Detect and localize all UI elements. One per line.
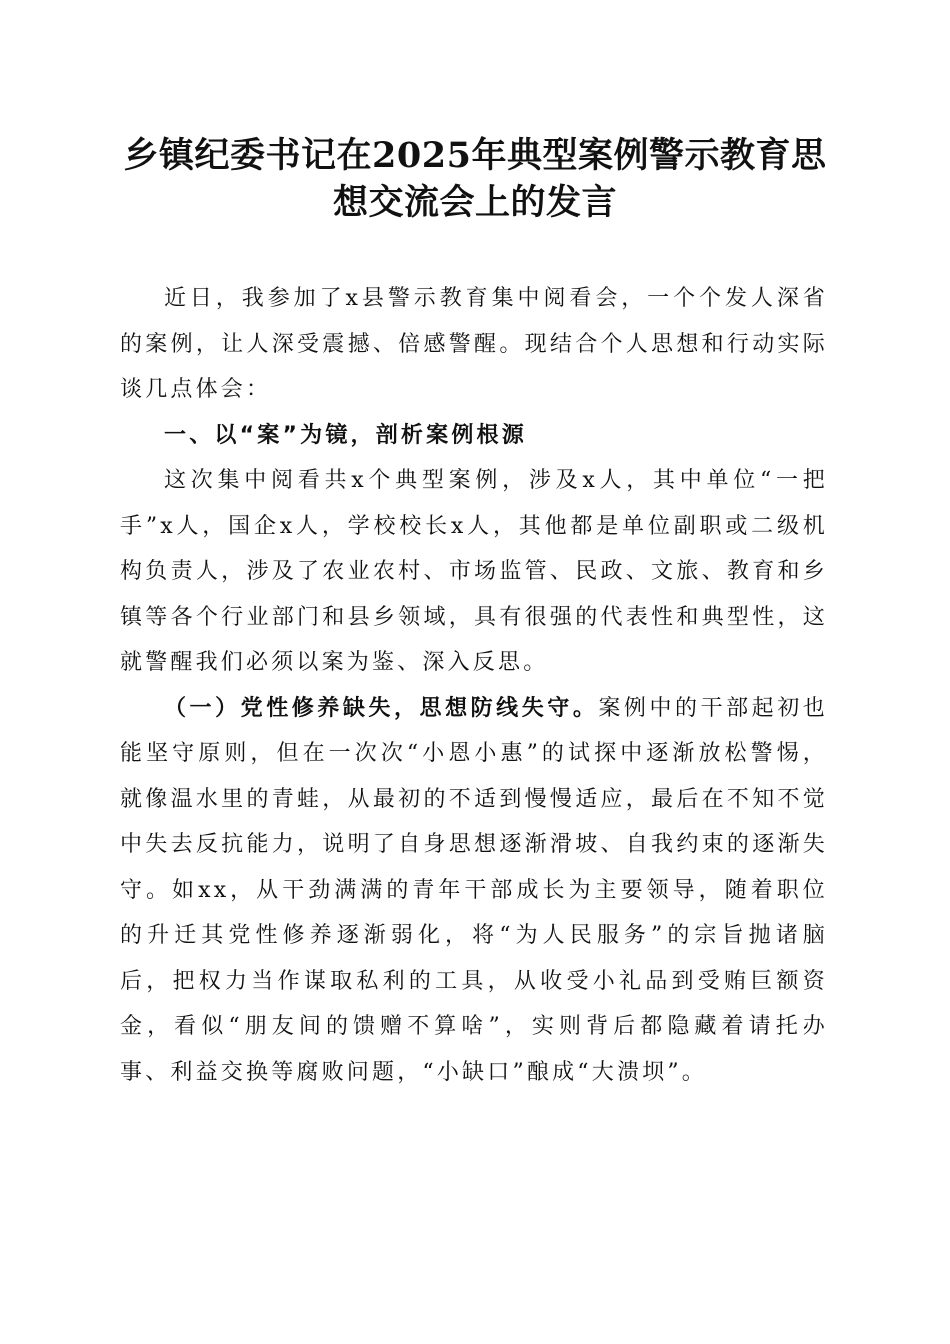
document-title	[118, 132, 832, 226]
section-1-paragraph: 这次集中阅看共x个典型案例，涉及x人，其中单位“一把手”x人，国企x人，学校校长x人，其他都是单位副职或二级机构负责人，涉及了农业农村、市场监管、民政、文旅、教育和乡镇等各个行业部门和县乡领域，具有很强的代表性和典型性，这就警醒我们必须以案为鉴、深入反思。	[120, 468, 828, 675]
point-1-lead: （一）党性修养缺失，思想防线失守。	[164, 694, 599, 721]
point-1-body: 案例中的干部起初也能坚守原则，但在一次次“小恩小惠”的试探中逐渐放松警惕，就像温水里的青蛙，从最初的不适到慢慢适应，最后在不知不觉中失去反抗能力，说明了自身思想逐渐滑坡、自我约束的逐渐失守。如xx，从干劲满满的青年干部成长为主要领导，随着职位的升迁其党性修养逐渐弱化，将“为人民服务”的宗旨抛诸脑后，把权力当作谋取私利的工具，从收受小礼品到受贿巨额资金，看似“朋友间的馈赠不算啥”，实则背后都隐藏着请托办事、利益交换等腐败问题，“小缺口”酿成“大溃坝”。	[120, 695, 828, 1085]
title-line-1: 乡镇纪委书记在2025年典型案例警示教育思	[123, 135, 827, 176]
title-line-2: 想交流会上的发言	[332, 182, 617, 223]
section-1-heading: 一、以“案”为镜，剖析案例根源	[164, 422, 527, 448]
point-1-paragraph	[120, 686, 828, 1096]
document-body	[120, 276, 828, 1095]
intro-paragraph: 近日，我参加了x县警示教育集中阅看会，一个个发人深省的案例，让人深受震撼、倍感警醒。现结合个人思想和行动实际谈几点体会：	[120, 286, 828, 402]
